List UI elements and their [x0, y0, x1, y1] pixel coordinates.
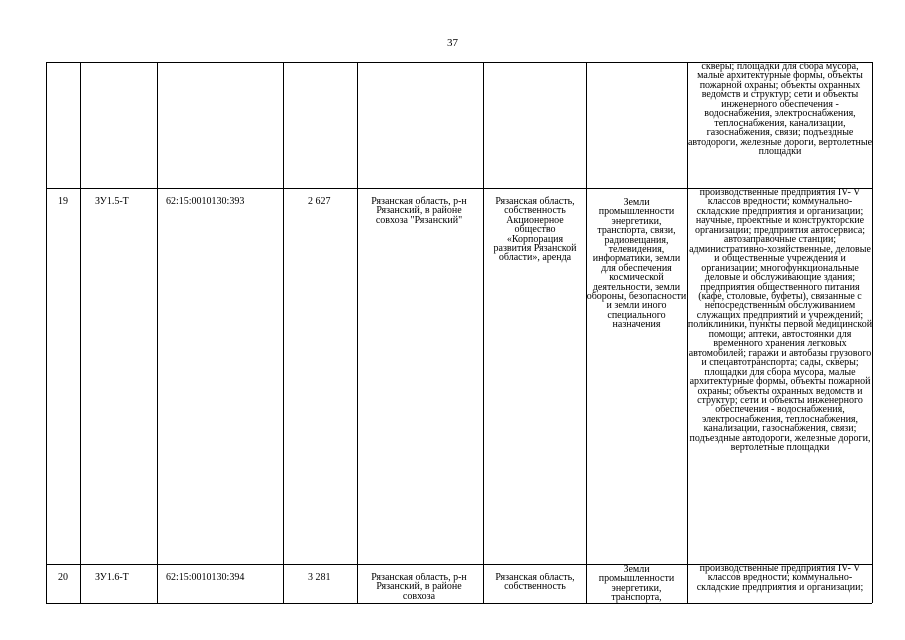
row-number-cell: 19	[58, 196, 68, 207]
cadastral-number-cell: 62:15:0010130:394	[166, 572, 245, 583]
row-number-cell: 20	[58, 572, 68, 583]
plot-code-cell: ЗУ1.5-Т	[95, 196, 129, 207]
page-number: 37	[447, 37, 458, 49]
cadastral-number-cell: 62:15:0010130:393	[166, 196, 245, 207]
land-category-cell: Земли промышленности энергетики, транспорта, связи, радиовещания, телевидения, информатики, земли для обеспечения космической деятельности, земли обороны, безопасности и земли иного специального назначения	[586, 197, 687, 331]
continued-permitted-use-cell: скверы; площадки для сбора мусора, малые архитектурные формы, объекты пожарной охраны; объекты охранных ведомств и структур; сети и объекты инженерного обеспечения - водоснабжения, электроснабжения, теплоснабжения, канализации, газоснабжения, связи; подъездные автодороги, железные дороги, вертолетные площадки	[687, 62, 873, 158]
land-category-cell: Земли промышленности энергетики, транспорта,	[598, 565, 675, 603]
plot-code-cell: ЗУ1.6-Т	[95, 572, 129, 583]
area-cell: 3 281	[308, 572, 331, 583]
table-border-left	[46, 62, 47, 603]
column-divider	[586, 62, 587, 603]
rights-cell: Рязанская область, собственность	[495, 573, 575, 593]
table-border-bottom	[46, 603, 872, 604]
address-cell: Рязанская область, р-н Рязанский, в районе совхоза "Рязанский"	[371, 196, 467, 226]
column-divider	[357, 62, 358, 603]
column-divider	[283, 62, 284, 603]
area-cell: 2 627	[308, 196, 331, 207]
column-divider	[157, 62, 158, 603]
column-divider	[483, 62, 484, 603]
rights-cell: Рязанская область, собственность Акционерное общество «Корпорация развития Рязанской области», аренда	[493, 196, 577, 264]
address-cell: Рязанская область, р-н Рязанский, в районе совхоза	[371, 573, 467, 602]
permitted-use-cell: производственные предприятия IV- V классов вредности; коммунально-складские предприятия и организации; научные, проектные и конструкторские организации; предприятия автосервиса; автозаправочные станции; административно-хозяйственные, деловые и общественные учреждения и организации; многофункциональные деловые и обслуживающие здания; предприятия общественного питания (кафе, столовые, буфеты), связанные с непосредственным обслуживанием служащих предприятий и учреждений; поликлиники, пункты первой медицинской помощи; аптеки, автостоянки для временного хранения легковых автомобилей; гаражи и автобазы грузового и спецавтотранспорта; сады, скверы; площадки для сбора мусора, малые архитектурные формы, объекты пожарной охраны; объекты охранных ведомств и структур; сети и объекты инженерного обеспечения - водоснабжения, электроснабжения, теплоснабжения, канализации, газоснабжения, связи; подъездные автодороги, железные дороги, вертолетные площадки	[687, 188, 873, 454]
column-divider	[80, 62, 81, 603]
permitted-use-cell: производственные предприятия IV- V классов вредности; коммунально-складские предприятия и организации;	[696, 564, 864, 593]
